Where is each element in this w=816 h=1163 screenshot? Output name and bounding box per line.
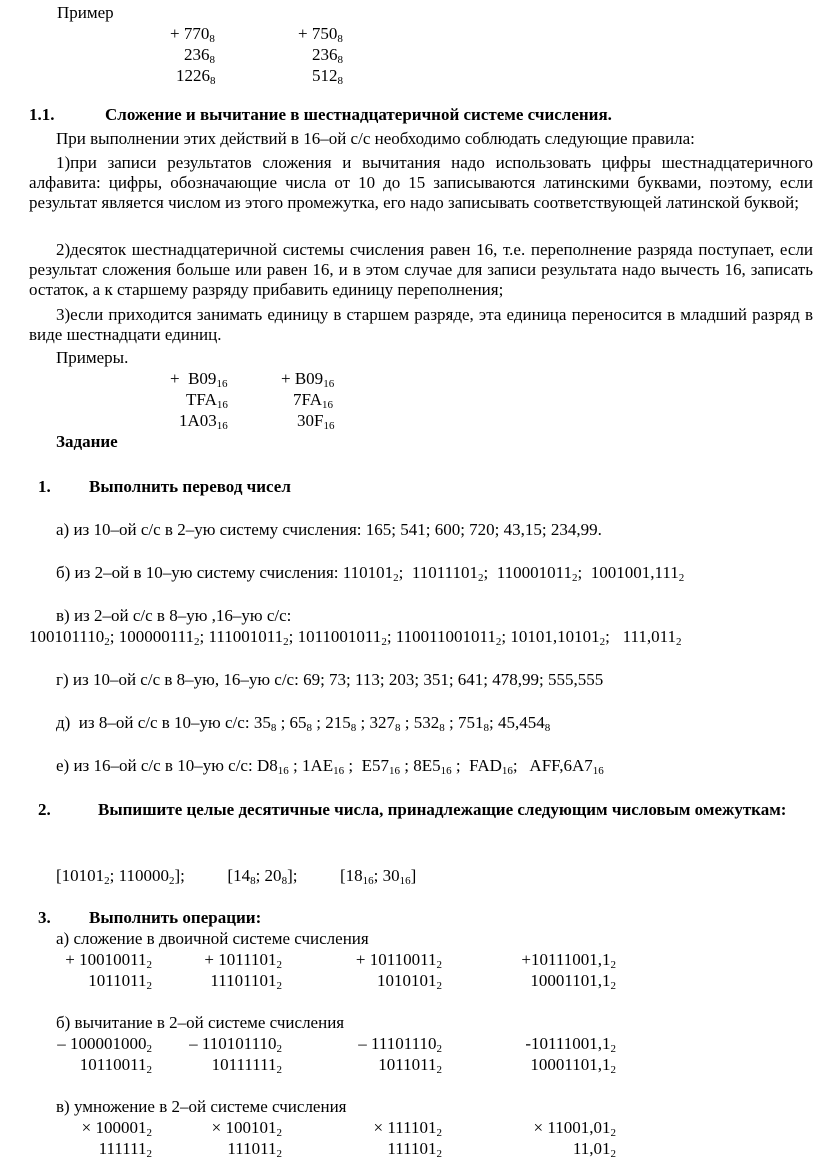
number-item: $45,454_8$ xyxy=(497,713,551,734)
task3-title: Выполнить операции: xyxy=(89,908,262,927)
task1-c-items xyxy=(29,627,681,647)
task3-b-label: б) вычитание в 2–ой системе счисления xyxy=(56,1013,345,1032)
operand: $10001101,1_2$ xyxy=(530,1055,616,1076)
operand: × $11001,01_2$ xyxy=(533,1118,616,1139)
number-item: $110001011_2$; xyxy=(496,563,591,584)
task1-a: а) из 10–ой с/с в 2–ую систему счисления: 165; 541; 600; 720; 43,15; 234,99. xyxy=(56,520,602,539)
operand: $1011011_2$ xyxy=(88,971,152,992)
operand: $111011_2$ xyxy=(227,1139,282,1160)
operand: $11101101_2$ xyxy=(210,971,282,992)
number-item: $327_8$ ; xyxy=(369,713,414,734)
example-label: Пример xyxy=(57,3,114,22)
rule-1: 1)при записи результатов сложения и вычитания надо использовать цифры шестнадцатеричного алфавита: цифры, обозначающие числа от 10 до 15 записываются латинскими буквами, поэтому, если результат является числом из этого промежутка, его надо записывать соответствующей латинской буквой; xyxy=(29,153,813,212)
number-item: $532_8$ ; xyxy=(413,713,458,734)
section-number: 1.1. xyxy=(29,105,55,124)
task2-number: 2. xyxy=(38,800,51,819)
task1-e: д) из 8–ой с/с в 10–ую с/с: $35_8$ ; $65_8$ ; $215_8$ ; $327_8$ ; $532_8$ ; $751_8$; $45,454_8$ xyxy=(56,713,551,734)
number-item: $FAD_{16}$; xyxy=(469,756,530,777)
number-item: $110011001011_2$; xyxy=(395,627,511,648)
task1-d: г) из 10–ой с/с в 8–ую, 16–ую с/с: 69; 73; 113; 203; 351; 641; 478,99; 555,555 xyxy=(56,670,604,689)
task2-title: 2. Выпишите целые десятичные числа, принадлежащие следующим числовым омежуткам: xyxy=(38,800,787,819)
task1-title: Выполнить перевод чисел xyxy=(89,477,291,496)
example2-col1-res: $1A03_{16}$ xyxy=(179,411,228,432)
rule-3: 3)если приходится занимать единицу в старшем разряде, эта единица переносится в младший разряд в виде шестнадцати единиц. xyxy=(29,305,813,344)
example2-col2-mid: $7FA_{16}$ xyxy=(293,390,333,411)
operand: + $10110011_2$ xyxy=(355,950,442,971)
example1-col2-mid: $236_8$ xyxy=(312,45,343,66)
operand: × $100001_2$ xyxy=(81,1118,152,1139)
operand: $10111111_2$ xyxy=(211,1055,282,1076)
section-title: Сложение и вычитание в шестнадцатеричной системе счисления. xyxy=(105,105,612,124)
operand: $+10111001,1_2$ xyxy=(521,950,616,971)
task1-b: б) из 2–ой в 10–ую систему счисления: $110101_2$; $11011101_2$; $110001011_2$; $1001001,111_2$ xyxy=(56,563,685,584)
example2-col2-res: $30F_{16}$ xyxy=(297,411,335,432)
number-item: $AFF,6A7_{16}$ xyxy=(529,756,604,777)
task1-number: 1. xyxy=(38,477,51,496)
operand: × $100101_2$ xyxy=(211,1118,282,1139)
operand: $111111_2$ xyxy=(98,1139,152,1160)
task3-number: 3. xyxy=(38,908,51,927)
example1-col1-mid: $236_8$ xyxy=(184,45,215,66)
operand: $-10111001,1_2$ xyxy=(525,1034,616,1055)
number-item: $65_8$ ; xyxy=(289,713,326,734)
operand: $11,01_2$ xyxy=(572,1139,616,1160)
example2-col1-top: + $B09_{16}$ xyxy=(170,369,228,390)
operand: – $11101110_2$ xyxy=(358,1034,442,1055)
number-item: $751_8$; xyxy=(457,713,498,734)
number-item: $1AE_{16}$ ; xyxy=(301,756,362,777)
number-item: $100000111_2$; xyxy=(118,627,209,648)
number-item: $11011101_2$; xyxy=(411,563,497,584)
range-item: [$10101_2$; $110000_2$]; xyxy=(56,866,228,887)
example2-col1-mid: $TFA_{16}$ xyxy=(186,390,228,411)
example1-col2-top: + $750_8$ xyxy=(298,24,343,45)
range-item: [$18_{16}$; $30_{16}$] xyxy=(339,866,417,887)
number-item: $110101_2$; xyxy=(342,563,412,584)
task3-a-label: а) сложение в двоичной системе счисления xyxy=(56,929,369,948)
number-item: $8E5_{16}$ ; xyxy=(413,756,470,777)
number-item: $1011001011_2$; xyxy=(297,627,396,648)
operand: – $110101110_2$ xyxy=(189,1034,282,1055)
operand: $111101_2$ xyxy=(387,1139,442,1160)
operand: + $10010011_2$ xyxy=(65,950,152,971)
number-item: $D8_{16}$ ; xyxy=(256,756,302,777)
operand: $10001101,1_2$ xyxy=(530,971,616,992)
number-item: $215_8$ ; xyxy=(325,713,370,734)
number-item: $E57_{16}$ ; xyxy=(361,756,414,777)
section-intro: При выполнении этих действий в 16–ой с/с необходимо соблюдать следующие правила: xyxy=(56,129,695,148)
example1-col1-top: + $770_8$ xyxy=(170,24,215,45)
range-item: [$14_8$; $20_8$]; xyxy=(227,866,340,887)
number-item: $10101,10101_2$; xyxy=(510,627,623,648)
number-item: $35_8$ ; xyxy=(253,713,290,734)
task2-ranges xyxy=(56,866,416,886)
number-item: $111,011_2$ xyxy=(622,627,682,648)
operand: $1010101_2$ xyxy=(377,971,442,992)
operand: × $111101_2$ xyxy=(373,1118,442,1139)
task1-c-label: в) из 2–ой с/с в 8–ую ,16–ую с/с: xyxy=(56,606,292,625)
task-heading: Задание xyxy=(56,432,118,451)
number-item: $1001001,111_2$ xyxy=(590,563,685,584)
operand: $10110011_2$ xyxy=(79,1055,152,1076)
task1-f: е) из 16–ой с/с в 10–ую с/с: $D8_{16}$ ; $1AE_{16}$ ; $E57_{16}$ ; $8E5_{16}$ ; $FAD_{16}$; $AFF,6A7_{16}$ xyxy=(56,756,604,777)
example1-col2-res: $512_8$ xyxy=(312,66,343,87)
task3-c-label: в) умножение в 2–ой системе счисления xyxy=(56,1097,347,1116)
example1-col1-res: $1226_8$ xyxy=(176,66,216,87)
number-item: $111001011_2$; xyxy=(208,627,298,648)
number-item: $100101110_2$; xyxy=(29,627,119,648)
examples-label: Примеры. xyxy=(56,348,129,367)
operand: $1011011_2$ xyxy=(378,1055,442,1076)
operand: + $1011101_2$ xyxy=(204,950,282,971)
rule-2: 2)десяток шестнадцатеричной системы счисления равен 16, т.е. переполнение разряда поступает, если результат сложения больше или равен 16, и в этом случае для записи результата надо вычесть 16, записать остаток, а к старшему разряду прибавить единицу переполнения; xyxy=(29,240,813,299)
example2-col2-top: + $B09_{16}$ xyxy=(281,369,335,390)
operand: – $100001000_2$ xyxy=(57,1034,152,1055)
